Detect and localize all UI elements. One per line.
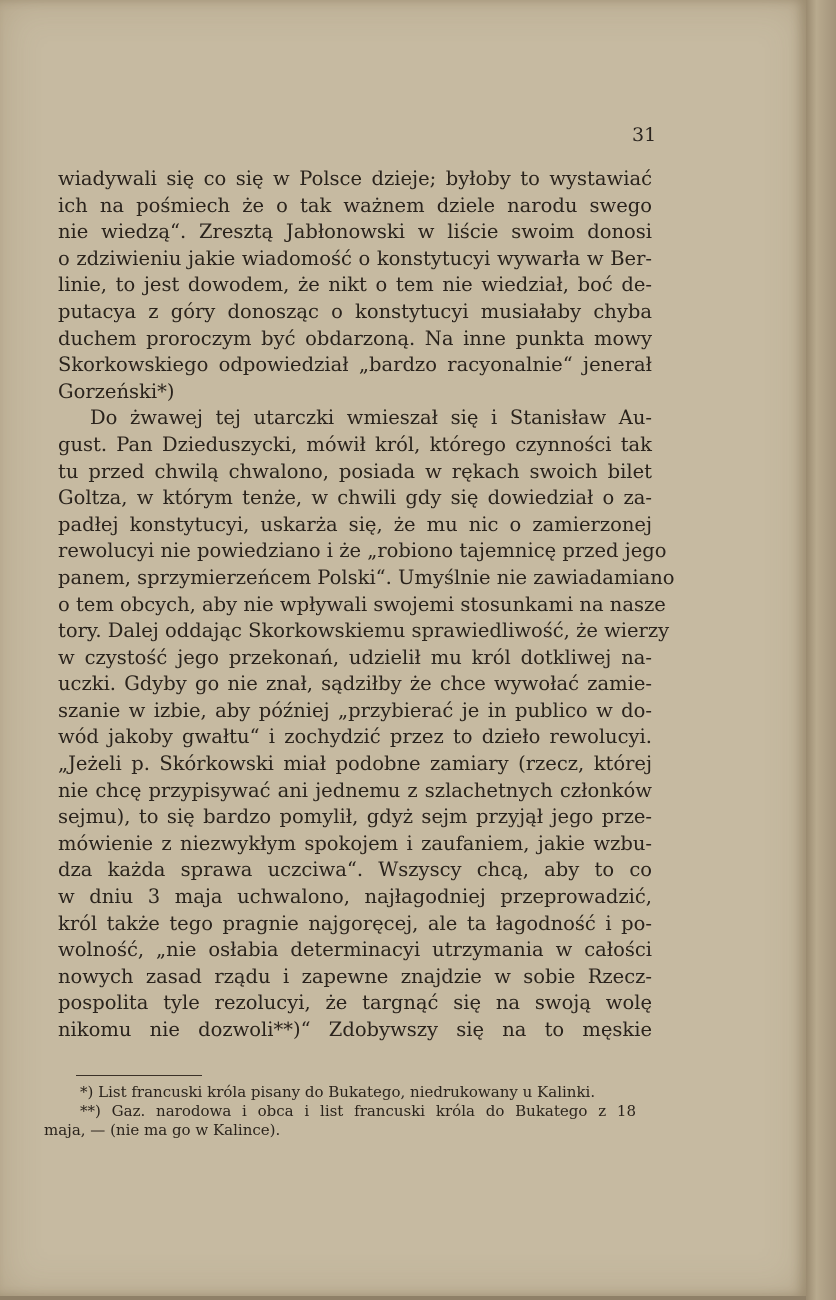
footnote-line: maja, — (nie ma go w Kalince). <box>44 1121 281 1139</box>
text-line: rewolucyi nie powiedziano i że „robiono tajemnicę przed jego <box>58 539 667 563</box>
text-line: Do żwawej tej utarczki wmieszał się i Stanisław Au- <box>90 406 652 430</box>
text-line: tu przed chwilą chwalono, posiada w rękach swoich bilet <box>58 459 652 483</box>
text-line: nie wiedzą“. Zresztą Jabłonowski w liście swoim donosi <box>58 220 652 244</box>
text-line: wolność, „nie osłabia determinacyi utrzymania w całości <box>58 938 652 962</box>
text-line: nie chcę przypisywać ani jednemu z szlachetnych członków <box>58 778 652 802</box>
text-line: Gorzeński*) <box>58 379 175 403</box>
page-edge <box>806 0 836 1300</box>
text-line: szanie w izbie, aby później „przybierać je in publico w do- <box>58 698 652 722</box>
text-line: duchem proroczym być obdarzoną. Na inne punkta mowy <box>58 326 652 350</box>
text-line: mówienie z niezwykłym spokojem i zaufaniem, jakie wzbu- <box>58 831 652 855</box>
text-line: o zdziwieniu jakie wiadomość o konstytucyi wywarła w Ber- <box>58 246 652 270</box>
text-line: ich na pośmiech że o tak ważnem dziele narodu swego <box>58 193 652 217</box>
text-line: gust. Pan Dzieduszycki, mówił król, którego czynności tak <box>58 432 652 456</box>
text-line: król także tego pragnie najgoręcej, ale ta łagodność i po- <box>58 911 652 935</box>
text-line: nikomu nie dozwoli**)“ Zdobywszy się na to męskie <box>58 1018 652 1041</box>
text-line: putacya z góry donosząc o konstytucyi musiałaby chyba <box>58 299 652 323</box>
text-line: wiadywali się co się w Polsce dzieje; byłoby to wystawiać <box>58 167 652 190</box>
footnote-divider <box>76 1075 202 1076</box>
text-line: „Jeżeli p. Skórkowski miał podobne zamiary (rzecz, której <box>58 752 652 776</box>
text-line: nowych zasad rządu i zapewne znajdzie w sobie Rzecz- <box>58 964 652 988</box>
text-line: padłej konstytucyi, uskarża się, że mu nic o zamierzonej <box>58 512 652 536</box>
text-line: linie, to jest dowodem, że nikt o tem nie wiedział, boć de- <box>58 273 652 297</box>
text-line: pospolita tyle rezolucyi, że targnąć się na swoją wolę <box>58 991 652 1015</box>
footnotes <box>44 1083 636 1140</box>
text-line: uczki. Gdyby go nie znał, sądziłby że chce wywołać zamie- <box>58 672 652 696</box>
text-line: Skorkowskiego odpowiedział „bardzo racyonalnie“ jenerał <box>58 353 652 377</box>
text-line: panem, sprzymierzeńcem Polski“. Umyślnie nie zawiadamiano <box>58 565 675 589</box>
text-line: w dniu 3 maja uchwalono, najłagodniej przeprowadzić, <box>58 885 652 909</box>
text-line: w czystość jego przekonań, udzielił mu król dotkliwej na- <box>58 645 652 669</box>
text-line: Goltza, w którym tenże, w chwili gdy się dowiedział o za- <box>58 486 652 510</box>
text-line: tory. Dalej oddając Skorkowskiemu sprawiedliwość, że wierzy <box>58 619 670 643</box>
text-line: wód jakoby gwałtu“ i zochydzić przez to dzieło rewolucyi. <box>58 725 652 749</box>
footnote-line: **) Gaz. narodowa i obca i list francuski króla do Bukatego z 18 <box>80 1102 636 1120</box>
page-number: 31 <box>632 124 657 146</box>
text-line: dza każda sprawa uczciwa“. Wszyscy chcą, aby to co <box>58 858 652 882</box>
text-line: sejmu), to się bardzo pomylił, gdyż sejm przyjął jego prze- <box>58 805 652 829</box>
footnote-line: *) List francuski króla pisany do Bukatego, niedrukowany u Kalinki. <box>80 1083 596 1101</box>
body-text <box>58 166 675 1044</box>
text-line: o tem obcych, aby nie wpływali swojemi stosunkami na nasze <box>58 592 666 616</box>
